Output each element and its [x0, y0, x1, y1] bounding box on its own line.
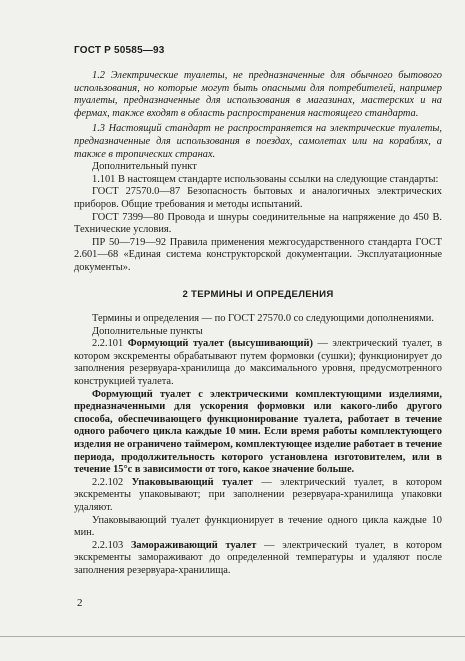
paragraph-1-2 [74, 70, 442, 120]
definition-2-2-101 [74, 338, 442, 388]
page-bottom-rule [0, 636, 465, 637]
reference-gost-27570: ГОСТ 27570.0—87 Безопасность бытовых и аналогичных электрических приборов. Общие требования и методы испытаний. [74, 186, 442, 210]
definition-term: Замораживающий туалет [130, 539, 257, 551]
paragraph-1-2-text: 1.2 Электрические туалеты, не предназначенные для обычного бытового использования, но которые могут быть опасными для потребителей, например туалеты, предназначенные для использования в магазинах, мастерских и на фермах, также входят в область распространения настоящего стандарта. [74, 70, 442, 119]
terms-intro: Термины и определения — по ГОСТ 27570.0 со следующими дополнениями. [92, 313, 434, 325]
definition-number: 2.2.102 [92, 476, 124, 488]
section-heading-terms: 2 ТЕРМИНЫ И ОПРЕДЕЛЕНИЯ [182, 288, 334, 300]
definition-term: Формующий туалет (высушивающий) [127, 338, 313, 350]
page-header-standard-id: ГОСТ Р 50585—93 [74, 45, 165, 56]
paragraph-1-3-text: 1.3 Настоящий стандарт не распространяется на электрические туалеты, предназначенные для использования в поездах, самолетах или на кораблях, а также в тропических странах. [74, 123, 442, 160]
definition-text: — электрический туалет, в котором экскременты обрабатывают путем формовки (сушки); функционирует до заполнения резервуара-хранилища до максимального уровня, предусмотренного конструкцией туалета. [74, 338, 442, 388]
definition-2-2-102 [74, 477, 442, 515]
paragraph-1-3 [74, 123, 442, 161]
definition-number: 2.2.103 [92, 539, 124, 551]
definition-text: — электрический туалет, в котором экскременты упаковывают; при заполнении резервуара-хранилища упаковки удаляют. [74, 476, 442, 513]
additional-clause-label: Дополнительный пункт [92, 161, 197, 173]
additional-clauses-label: Дополнительные пункты [92, 325, 203, 337]
definition-2-2-101-note: Формующий туалет с электрическими комплектующими изделиями, предназначенными для ускорения формовки или какого-либо другого способа, обеспечивающего функционирование туалета, работает в течение одного рабочего цикла каждые 10 мин. Если время работы комплектующего изделия не ограничено таймером, комплектующее изделие работает в течение периода, продолжительность которого установлена изготовителем, или в течение 15°с в зависимости от того, какое значение больше. [74, 388, 442, 476]
definition-2-2-102-note: Упаковывающий туалет функционирует в течение одного цикла каждые 10 мин. [74, 514, 442, 539]
document-body [74, 70, 442, 578]
paragraph-1-101: 1.101 В настоящем стандарте использованы ссылки на следующие стандарты: [92, 173, 439, 185]
definition-term: Упаковывающий туалет [131, 476, 253, 488]
reference-pr-50: ПР 50—719—92 Правила применения межгосударственного стандарта ГОСТ 2.601—68 «Единая система конструкторской документации. Эксплуатационные документы». [74, 236, 442, 273]
reference-gost-7399: ГОСТ 7399—80 Провода и шнуры соединительные на напряжение до 450 В. Технические условия. [74, 211, 442, 236]
definition-text: — электрический туалет, в котором экскременты замораживают до определенной температуры и удаляют после заполнения резервуара-хранилища. [74, 539, 442, 576]
definition-number: 2.2.101 [92, 338, 124, 350]
definition-2-2-103 [74, 540, 442, 578]
page-number: 2 [77, 597, 83, 609]
